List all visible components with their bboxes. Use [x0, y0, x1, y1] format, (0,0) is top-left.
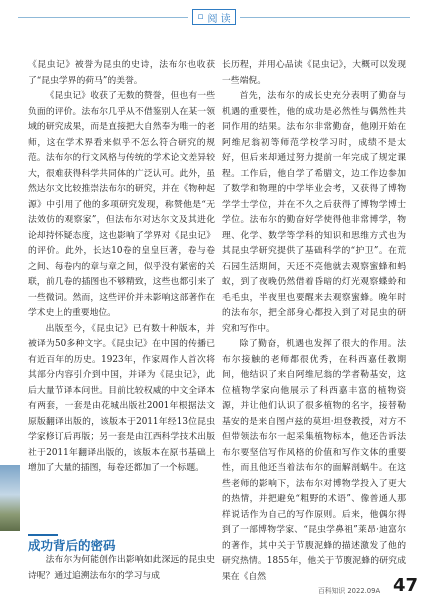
section-label-box — [192, 9, 236, 25]
left-paragraph-1: 《昆虫记》被誉为昆虫的史诗，法布尔也收获了“昆虫学界的荷马”的美誉。 — [28, 60, 215, 86]
header-rule-right — [240, 17, 410, 18]
section-label: 阅 读 — [207, 13, 231, 25]
right-paragraph-1: 长历程，并用心品读《昆虫记》，大概可以发现一些端倪。 — [222, 60, 406, 86]
right-column — [222, 58, 406, 585]
left-paragraph-2: 《昆虫记》收获了无数的赞誉，但也有一些负面的评价。法布尔几乎从不借鉴别人在某一领域的研究成果，而是直接把大自然奉为唯一的老师，这在学术界看来似乎不怎么符合研究的规范。法布尔的行文风格与传统的学术论文差异较大，很难获得科学共同体的广泛认可。此外，虽然达尔文比较推崇法布尔的研究，并在《物种起源》中引用了他的多项研究发现，称赞他是“无法效仿的观察家”，但法布尔对达尔文及其进化论却持怀疑态度，这也影响了学界对《昆虫记》的评价。此外，长达10卷的皇皇巨著，卷与卷之间、每卷内的章与章之间，似乎没有紧密的关联，前几卷的插图也不够精致，这些也都引来了一些微词。然而，这些评价并未影响这部著作在学术史上的重要地位。 — [28, 91, 215, 318]
left-column — [28, 58, 215, 477]
right-paragraph-2: 首先，法布尔的成长史充分表明了勤奋与机遇的重要性，他的成功是必然性与偶然性共同作用的结果。法布尔非常勤奋，他刚开始在阿维尼翁初等师范学校学习时，成绩不是太好，但后来却通过努力提前一年完成了规定课程。工作后，他自学了希腊文，边工作边参加了数学和物理的中学毕业会考，又获得了博物学学士学位，并在不久之后获得了博物学博士学位。法布尔的勤奋好学使得他非常博学，物理、化学、数学等学科的知识和思维方式也为其昆虫学研究提供了基础科学的“护卫”。在荒石园生活期间，天还不亮他就去观察蜜蜂和蚂蚁，到了夜晚仍然借着昏暗的灯光观察蝶蛉和毛毛虫，半夜里也要醒来去观察蜜蜂。晚年时的法布尔，把全部身心都投入到了对昆虫的研究和写作中。 — [222, 91, 406, 334]
section-subheading: 成功背后的密码 — [28, 538, 116, 553]
header-rule-left — [18, 17, 188, 18]
page-number: 47 — [393, 575, 419, 596]
left-column-continued — [28, 553, 215, 584]
magazine-footer: 百科知识 2022.09A — [318, 587, 381, 595]
right-paragraph-3: 除了勤奋，机遇也发挥了很大的作用。法布尔接触的老师都很优秀，在科西嘉任教期间，他结识了来自阿维尼翁的学者勒基安，这位植物学家向他展示了科西嘉丰富的植物资源，并让他们认识了很多植物的名字，接替勒基安的是来自图卢兹的莫坦·坦登教授，对方不但带领法布尔一起采集植物标本，他还告诉法布尔要坚信写作风格的价值和写作文体的重要性，而且他还当着法布尔的面解剖蜗牛。在这些老师的影响下，法布尔对博物学投入了更大的热情，并把避免“粗野的术语”、像普通人那样说话作为自己的写作原则。后来，他偶尔得到了一部博物学家、“昆虫学鼻祖”莱昂·迪富尔的著作，其中关于节腹泥蜂的描述激发了他的研究热情。1855年，他关于节腹泥蜂的研究成果在《自然 — [222, 339, 406, 582]
square-bracket-icon: ▫ — [197, 12, 204, 22]
page-header — [0, 0, 427, 40]
left-paragraph-3: 出版至今，《昆虫记》已有数十种版本，并被译为50多种文字。《昆虫记》在中国的传播已有近百年的历史。1923年，作家周作人首次将其部分内容引介到中国，并译为《昆虫记》，此后大量节译本问世。目前比较权威的中文全译本有两套，一套是由花城出版社2001年根据法文原版翻译出版的，该版本于2011年经13位昆虫学家修订后再版；另一套是由江西科学技术出版社于2011年翻译出版的，该版本在原书基础上增加了大量的插图，每卷还都加了一个标题。 — [28, 323, 215, 473]
left-paragraph-4: 法布尔为何能创作出影响如此深远的昆虫史诗呢？通过追溯法布尔的学习与成 — [28, 555, 215, 581]
decorative-photo-strip — [0, 465, 20, 531]
